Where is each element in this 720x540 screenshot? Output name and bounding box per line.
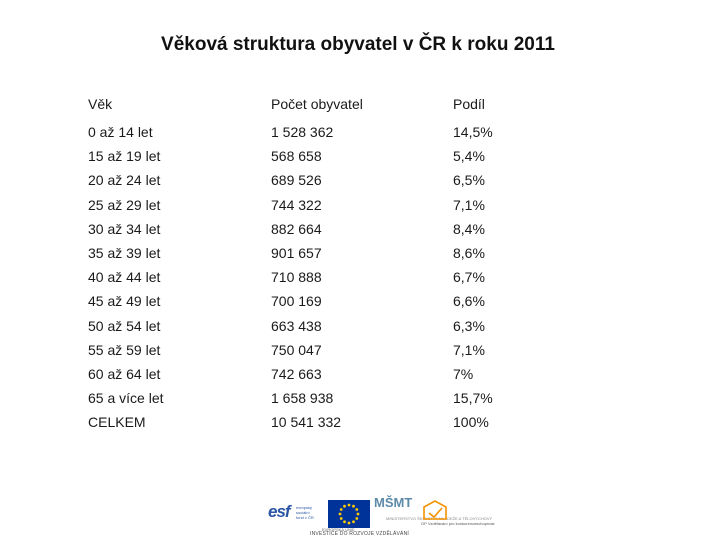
cell-share: 6,6% [453,293,485,310]
cell-share: 6,3% [453,317,485,334]
logos-footer-caption: INVESTICE DO ROZVOJE VZDĚLÁVÁNÍ [310,531,409,537]
cell-count: 1 658 938 [271,390,334,407]
cell-share: 7,1% [453,341,485,358]
eu-flag-icon [328,500,370,528]
cell-age: 15 až 19 let [88,148,161,165]
cell-age: CELKEM [88,414,146,431]
msmt-logo-text: MINISTERSTVO ŠKOLSTVÍ, MLÁDEŽE A TĚLOVÝCHOVY [386,516,493,521]
esf-logo [266,500,316,528]
header-share: Podíl [453,96,485,112]
table-row [88,386,608,410]
cell-share: 6,7% [453,269,485,286]
cell-share: 5,4% [453,148,485,165]
table-row [88,289,608,313]
cell-age: 30 až 34 let [88,220,161,237]
cell-count: 901 657 [271,245,322,262]
cell-share: 7% [453,365,474,382]
cell-age: 60 až 64 let [88,365,161,382]
table-row [88,241,608,265]
cell-age: 50 až 54 let [88,317,161,334]
msmt-logo-mark: MŠMT [374,495,413,510]
page-title: Věková struktura obyvatel v ČR k roku 2011 [161,34,555,55]
cell-share: 14,5% [453,124,493,141]
cell-count: 700 169 [271,293,322,310]
table-row [88,362,608,386]
cell-count: 882 664 [271,220,322,237]
table-row [88,144,608,168]
cell-count: 710 888 [271,269,322,286]
cell-share: 7,1% [453,196,485,213]
cell-share: 6,5% [453,172,485,189]
cell-share: 100% [453,414,489,431]
table-row [88,193,608,217]
esf-logo-mark: esf [268,502,290,521]
cell-count: 10 541 332 [271,414,342,431]
cell-count: 742 663 [271,365,322,382]
op-logo-text: OP Vzdělávání pro konkurenceschopnost [421,521,495,526]
cell-age: 55 až 59 let [88,341,161,358]
cell-age: 25 až 29 let [88,196,161,213]
funding-logos [266,495,495,538]
table-row [88,314,608,338]
table-row [88,217,608,241]
op-logo-icon [421,499,449,521]
cell-age: 0 až 14 let [88,124,153,141]
eu-logo-text: EVROPSKÁ UNIE [322,527,355,532]
cell-age: 35 až 39 let [88,245,161,262]
header-age: Věk [88,96,113,112]
cell-share: 8,6% [453,245,485,262]
table-row [88,338,608,362]
table-row [88,168,608,192]
cell-share: 8,4% [453,220,485,237]
cell-share: 15,7% [453,390,493,407]
cell-age: 40 až 44 let [88,269,161,286]
cell-age: 65 a více let [88,390,164,407]
cell-count: 689 526 [271,172,322,189]
cell-count: 744 322 [271,196,322,213]
table-header-row [88,91,608,117]
cell-count: 663 438 [271,317,322,334]
cell-count: 1 528 362 [271,124,334,141]
table-row [88,410,608,434]
age-structure-table [88,91,608,434]
esf-logo-text: evropský sociální fond v ČR [296,505,314,520]
cell-count: 568 658 [271,148,322,165]
eu-logo [328,500,370,528]
table-body [88,120,608,434]
table-row [88,120,608,144]
header-count: Počet obyvatel [271,96,363,112]
cell-count: 750 047 [271,341,322,358]
cell-age: 20 až 24 let [88,172,161,189]
table-row [88,265,608,289]
cell-age: 45 až 49 let [88,293,161,310]
